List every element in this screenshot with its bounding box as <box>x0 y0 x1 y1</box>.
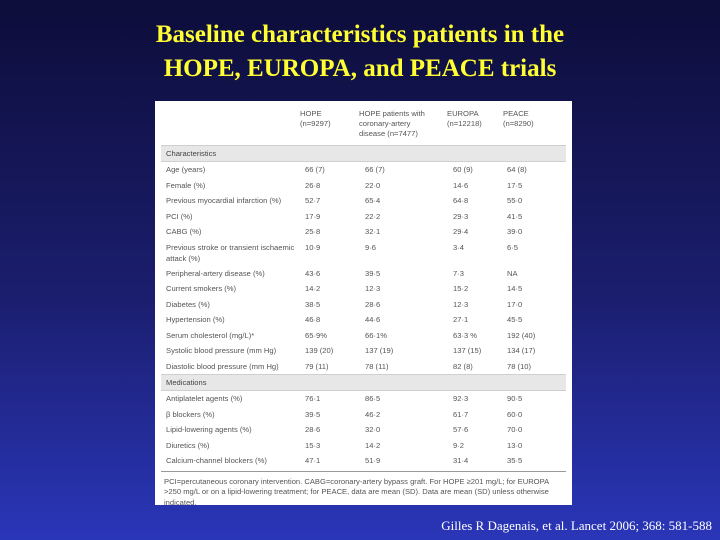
row-label: Hypertension (%) <box>166 315 225 324</box>
title-line-1: Baseline characteristics patients in the <box>155 21 565 48</box>
row-label: CABG (%) <box>166 227 202 236</box>
cell-peace: 6·5 <box>507 242 518 252</box>
cell-hope-cad: 66·1% <box>365 330 387 340</box>
cell-europa: 7·3 <box>453 268 464 278</box>
medications-rows <box>161 391 566 469</box>
cell-hope-cad: 9·6 <box>365 242 376 252</box>
cell-europa: 31·4 <box>453 456 469 465</box>
cell-hope-cad: 66 (7) <box>365 165 385 174</box>
cell-europa: 60 (9) <box>453 165 473 174</box>
cell-europa: 12·3 <box>453 299 469 309</box>
cell-europa: 15·2 <box>453 284 469 293</box>
cell-peace: NA <box>507 268 518 278</box>
section-medications: Medications <box>161 374 566 391</box>
cell-hope-cad: 46·2 <box>365 409 381 419</box>
table-row <box>161 407 566 423</box>
cell-hope-cad: 86·5 <box>365 394 381 403</box>
cell-hope: 76·1 <box>305 394 321 403</box>
cell-hope: 65·9% <box>305 330 327 340</box>
cell-peace: 64 (8) <box>507 165 527 174</box>
cell-hope-cad: 22·2 <box>365 211 381 221</box>
cell-peace: 134 (17) <box>507 346 536 355</box>
title-line-2: HOPE, EUROPA, and PEACE trials <box>163 55 557 82</box>
cell-europa: 9·2 <box>453 440 464 450</box>
row-label: Diastolic blood pressure (mm Hg) <box>166 361 279 371</box>
cell-hope-cad: 51·9 <box>365 456 381 465</box>
row-label: Peripheral-artery disease (%) <box>166 268 265 278</box>
row-label: Diuretics (%) <box>166 440 210 450</box>
row-label: Age (years) <box>166 165 206 174</box>
cell-hope: 14·2 <box>305 284 321 293</box>
cell-hope: 25·8 <box>305 227 321 236</box>
table-row <box>161 453 566 469</box>
table-row <box>161 328 566 344</box>
table-row <box>161 240 566 266</box>
cell-peace: 39·0 <box>507 227 523 236</box>
row-label: PCI (%) <box>166 211 193 221</box>
cell-hope: 15·3 <box>305 440 321 450</box>
cell-peace: 35·5 <box>507 456 523 465</box>
cell-europa: 57·6 <box>453 425 469 434</box>
cell-hope-cad: 137 (19) <box>365 346 394 355</box>
cell-hope-cad: 32·0 <box>365 425 381 434</box>
row-label: β blockers (%) <box>166 409 215 419</box>
table-row <box>161 359 566 375</box>
cell-europa: 14·6 <box>453 180 469 190</box>
cell-europa: 82 (8) <box>453 361 473 371</box>
cell-peace: 41·5 <box>507 211 523 221</box>
row-label: Systolic blood pressure (mm Hg) <box>166 346 277 355</box>
cell-hope-cad: 32·1 <box>365 227 381 236</box>
cell-peace: 17·5 <box>507 180 523 190</box>
cell-hope: 52·7 <box>305 196 321 205</box>
cell-peace: 14·5 <box>507 284 523 293</box>
cell-hope-cad: 22·0 <box>365 180 381 190</box>
cell-hope: 46·8 <box>305 315 321 324</box>
cell-hope-cad: 65·4 <box>365 196 381 205</box>
row-label: Serum cholesterol (mg/L)* <box>166 330 255 340</box>
citation: Gilles R Dagenais, et al. Lancet 2006; 368: 581-588 <box>441 518 712 533</box>
col-header-europa: EUROPA (n=12218) <box>447 109 482 128</box>
cell-hope: 39·5 <box>305 409 321 419</box>
table-row <box>161 193 566 209</box>
cell-hope: 79 (11) <box>305 361 329 371</box>
cell-peace: 45·5 <box>507 315 523 324</box>
row-label: Previous stroke or transient ischaemic attack (%) <box>166 242 295 263</box>
cell-europa: 29·4 <box>453 227 469 236</box>
row-label: Female (%) <box>166 180 206 190</box>
cell-peace: 17·0 <box>507 299 523 309</box>
table-row <box>161 178 566 194</box>
cell-europa: 137 (15) <box>453 346 482 355</box>
row-label: Diabetes (%) <box>166 299 210 309</box>
table-row <box>161 343 566 359</box>
cell-europa: 92·3 <box>453 394 469 403</box>
cell-hope-cad: 12·3 <box>365 284 381 293</box>
cell-hope: 10·9 <box>305 242 321 252</box>
row-label: Calcium-channel blockers (%) <box>166 456 267 465</box>
cell-europa: 3·4 <box>453 242 464 252</box>
table-row <box>161 297 566 313</box>
table-header <box>161 105 566 145</box>
cell-hope: 26·8 <box>305 180 321 190</box>
cell-hope: 28·6 <box>305 425 321 434</box>
cell-europa: 63·3 % <box>453 330 478 340</box>
characteristics-rows <box>161 162 566 374</box>
col-header-hope-cad: HOPE patients with coronary-artery disease (n=7477) <box>359 109 425 138</box>
cell-hope: 43·6 <box>305 268 321 278</box>
table-row <box>161 224 566 240</box>
table-row <box>161 312 566 328</box>
cell-hope: 47·1 <box>305 456 321 465</box>
cell-hope: 17·9 <box>305 211 321 221</box>
row-label: Current smokers (%) <box>166 284 237 293</box>
table-footnote: PCI=percutaneous coronary intervention. CABG=coronary-artery bypass graft. For HOPE ≥201 mg/L; for EUROPA >250 mg/L or on a lipid-lowering treatment; for PEACE, data are mean (SD). Data are mean (SD) unless otherwise indicated. <box>161 471 566 509</box>
cell-peace: 55·0 <box>507 196 523 205</box>
cell-europa: 29·3 <box>453 211 469 221</box>
table-image <box>155 101 572 505</box>
cell-peace: 192 (40) <box>507 330 536 340</box>
cell-hope: 66 (7) <box>305 165 325 174</box>
cell-hope-cad: 44·6 <box>365 315 381 324</box>
cell-hope-cad: 28·6 <box>365 299 381 309</box>
table-row <box>161 438 566 454</box>
cell-hope-cad: 78 (11) <box>365 361 389 371</box>
cell-peace: 60·0 <box>507 409 523 419</box>
row-label: Antiplatelet agents (%) <box>166 394 243 403</box>
col-header-hope: HOPE (n=9297) <box>300 109 331 128</box>
cell-hope: 139 (20) <box>305 346 334 355</box>
cell-peace: 70·0 <box>507 425 523 434</box>
cell-europa: 61·7 <box>453 409 469 419</box>
table-row <box>161 266 566 282</box>
cell-hope: 38·5 <box>305 299 321 309</box>
row-label: Previous myocardial infarction (%) <box>166 196 282 205</box>
row-label: Lipid-lowering agents (%) <box>166 425 252 434</box>
table-row <box>161 162 566 178</box>
slide-title <box>0 18 720 86</box>
cell-hope-cad: 39·5 <box>365 268 381 278</box>
cell-europa: 64·8 <box>453 196 469 205</box>
table-row <box>161 209 566 225</box>
cell-hope-cad: 14·2 <box>365 440 381 450</box>
cell-peace: 90·5 <box>507 394 523 403</box>
table-row <box>161 422 566 438</box>
cell-peace: 13·0 <box>507 440 523 450</box>
cell-europa: 27·1 <box>453 315 469 324</box>
section-characteristics: Characteristics <box>161 145 566 162</box>
table-row <box>161 281 566 297</box>
cell-peace: 78 (10) <box>507 361 532 371</box>
col-header-peace: PEACE (n=8290) <box>503 109 534 128</box>
table-row <box>161 391 566 407</box>
